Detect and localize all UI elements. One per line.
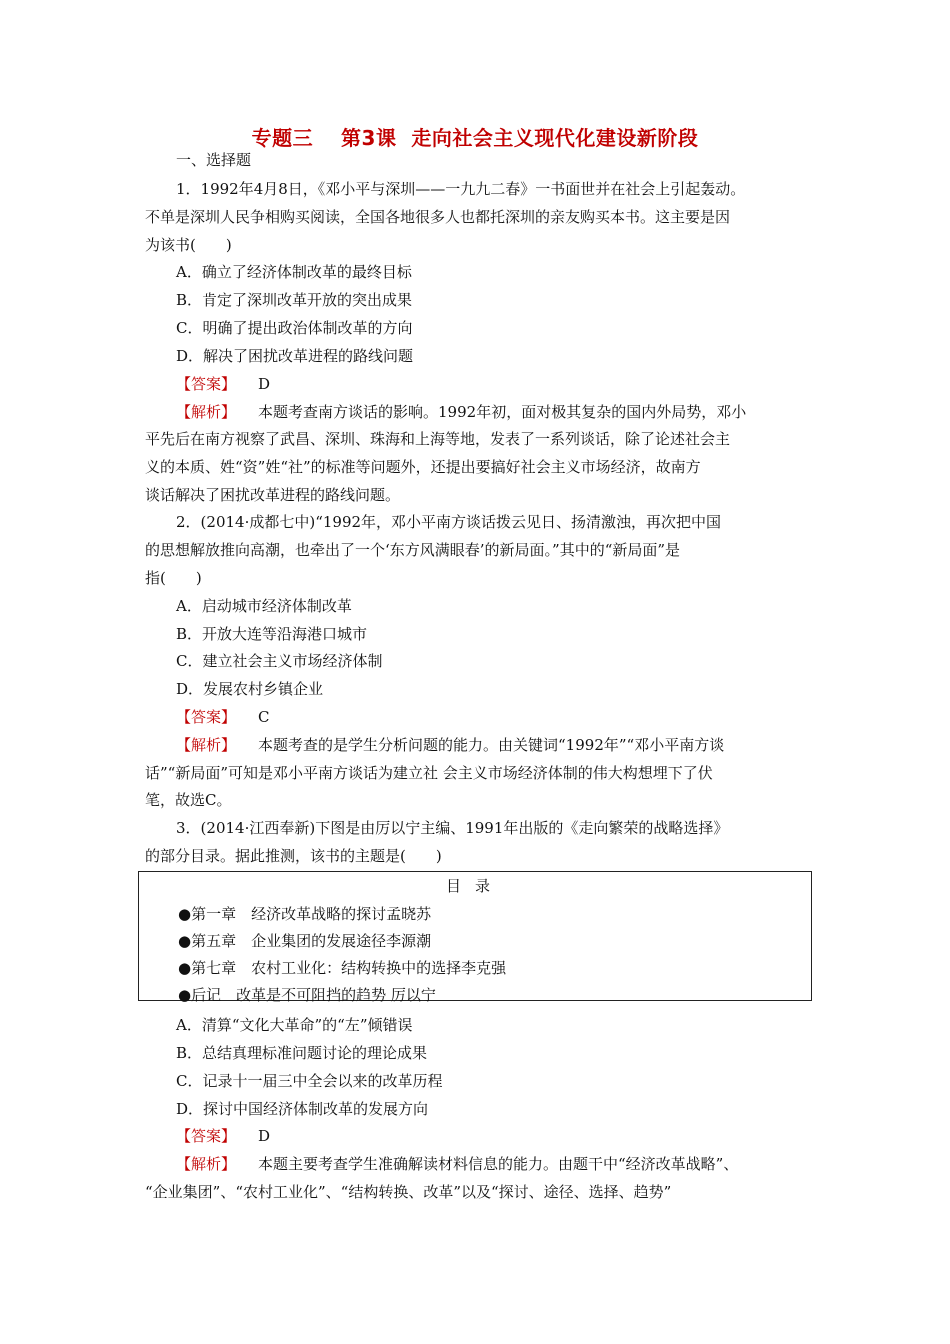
answer-value: C: [258, 708, 270, 726]
analysis-text: 本题考查的是学生分析问题的能力。由关键词“1992年”“邓小平南方谈: [258, 736, 725, 754]
q1-option-b: B．肯定了深圳改革开放的突出成果: [176, 291, 413, 309]
q2-stem-line: 指( ): [145, 569, 202, 587]
answer-value: D: [258, 1127, 271, 1145]
q3-answer: [176, 1126, 270, 1146]
q2-option-b: B．开放大连等沿海港口城市: [176, 625, 368, 643]
q1-stem-line: 为该书( ): [145, 236, 232, 254]
q1-option-c: C．明确了提出政治体制改革的方向: [176, 319, 413, 337]
page-title: 专题三 第3课 走向社会主义现代化建设新阶段: [251, 126, 699, 150]
q3-stem-line: 3．(2014·江西奉新)下图是由厉以宁主编、1991年出版的《走向繁荣的战略选择》: [176, 819, 729, 837]
q3-option-c: C．记录十一届三中全会以来的改革历程: [176, 1072, 443, 1090]
answer-value: D: [258, 375, 271, 393]
q2-analysis-line: 话”“新局面”可知是邓小平南方谈话为建立社 会主义市场经济体制的伟大构想埋下了伏: [145, 764, 713, 782]
q2-option-c: C．建立社会主义市场经济体制: [176, 652, 383, 670]
q1-option-a: A．确立了经济体制改革的最终目标: [176, 263, 412, 281]
q1-analysis-line: 平先后在南方视察了武昌、深圳、珠海和上海等地，发表了一系列谈话，除了论述社会主: [145, 430, 731, 448]
q2-option-d: D．发展农村乡镇企业: [176, 680, 324, 698]
answer-tag: 【答案】: [176, 375, 237, 393]
analysis-text: 本题主要考查学生准确解读材料信息的能力。由题干中“经济改革战略”、: [258, 1155, 739, 1173]
q1-analysis-line: 义的本质、姓“资”姓“社”的标准等问题外，还提出要搞好社会主义市场经济，故南方: [145, 458, 701, 476]
toc-item: ●第一章 经济改革战略的探讨孟晓苏: [178, 905, 432, 923]
q1-stem-line: 1．1992年4月8日，《邓小平与深圳——一九九二春》一书面世并在社会上引起轰动。: [176, 180, 746, 198]
toc-item: ●第五章 企业集团的发展途径李源潮: [178, 932, 432, 950]
answer-tag: 【答案】: [176, 708, 237, 726]
q2-analysis-line: 笔，故选C。: [145, 791, 232, 809]
q1-stem-line: 不单是深圳人民争相购买阅读，全国各地很多人也都托深圳的亲友购买本书。这主要是因: [145, 208, 731, 226]
q3-stem-line: 的部分目录。据此推测，该书的主题是( ): [145, 847, 442, 865]
toc-title: 目录: [445, 877, 504, 895]
answer-tag: 【答案】: [176, 1127, 237, 1145]
section-heading: 一、选择题: [176, 151, 252, 169]
analysis-tag: 【解析】: [176, 1155, 237, 1173]
q2-option-a: A．启动城市经济体制改革: [176, 597, 352, 615]
q1-answer: [176, 374, 270, 394]
q2-stem-line: 2．(2014·成都七中)“1992年，邓小平南方谈话拨云见日、扬清激浊，再次把中国: [176, 513, 722, 531]
q3-analysis-line: [176, 1154, 738, 1174]
q1-analysis-line: 谈话解决了困扰改革进程的路线问题。: [145, 486, 401, 504]
analysis-text: 本题考查南方谈话的影响。1992年初，面对极其复杂的国内外局势，邓小: [258, 403, 747, 421]
q3-option-b: B．总结真理标准问题讨论的理论成果: [176, 1044, 428, 1062]
q2-stem-line: 的思想解放推向高潮，也牵出了一个‘东方风满眼春’的新局面。”其中的“新局面”是: [145, 541, 681, 559]
q3-analysis-line: “企业集团”、“农村工业化”、“结构转换、改革”以及“探讨、途径、选择、趋势”: [145, 1183, 672, 1201]
toc-item: ●后记 改革是不可阻挡的趋势 厉以宁: [178, 986, 436, 1004]
q3-option-a: A．清算“文化大革命”的“左”倾错误: [176, 1016, 413, 1034]
toc-item: ●第七章 农村工业化：结构转换中的选择李克强: [178, 959, 507, 977]
q1-option-d: D．解决了困扰改革进程的路线问题: [176, 347, 414, 365]
analysis-tag: 【解析】: [176, 403, 237, 421]
q2-answer: [176, 707, 270, 727]
q1-analysis-line: [176, 402, 746, 422]
analysis-tag: 【解析】: [176, 736, 237, 754]
q3-option-d: D．探讨中国经济体制改革的发展方向: [176, 1100, 429, 1118]
q2-analysis-line: [176, 735, 724, 755]
